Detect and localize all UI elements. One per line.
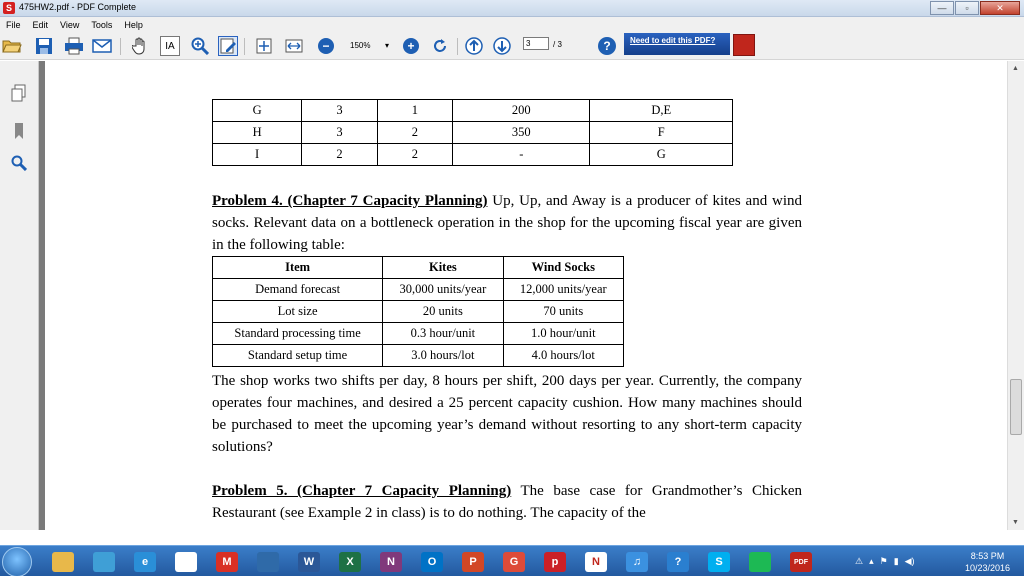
email-icon[interactable] [92, 36, 112, 56]
toolbar [0, 32, 1024, 60]
table-cell: G [213, 100, 302, 122]
file-explorer-icon[interactable] [52, 552, 74, 572]
zoom-in-button[interactable]: + [403, 38, 419, 54]
spotify-icon[interactable] [749, 552, 771, 572]
menu-file[interactable]: File [6, 19, 21, 30]
table-cell: D,E [590, 100, 733, 122]
table-row [213, 345, 624, 367]
fit-width-icon[interactable] [284, 36, 304, 56]
scroll-down-icon[interactable]: ▼ [1012, 519, 1019, 526]
tray-expand-icon[interactable]: ▴ [869, 556, 874, 566]
table-cell: Standard processing time [213, 323, 383, 345]
table-cell: G [590, 144, 733, 166]
menu-view[interactable]: View [60, 19, 80, 30]
table-cell: F [590, 122, 733, 144]
onenote-icon[interactable]: N [380, 552, 402, 572]
clock[interactable] [965, 550, 1010, 574]
n-app-icon[interactable]: N [585, 552, 607, 572]
menu-edit[interactable]: Edit [32, 19, 49, 30]
zoom-out-button[interactable]: − [318, 38, 334, 54]
chrome-icon[interactable]: G [503, 552, 525, 572]
save-icon[interactable] [34, 36, 54, 56]
page-total: / 3 [553, 40, 562, 49]
previous-page-icon[interactable] [464, 36, 484, 56]
gmail-icon[interactable]: M [216, 552, 238, 572]
problem-4-body: The shop works two shifts per day, 8 hours per shift, 200 days per year. Currently, the company operates four machines, and desired a 25 percent capacity cushion. How many machines should be purchased to meet the upcoming year’s demand without resorting to any short-term capacity solutions? [212, 373, 802, 455]
table-header: Wind Socks [503, 257, 623, 279]
table-row [213, 323, 624, 345]
table-row [213, 301, 624, 323]
minimize-button[interactable]: — [930, 1, 954, 15]
pinterest-icon[interactable]: p [544, 552, 566, 572]
table-cell: Lot size [213, 301, 383, 323]
internet-explorer-icon[interactable]: e [134, 552, 156, 572]
table-cell: I [213, 144, 302, 166]
zoom-dropdown-icon[interactable]: ▾ [385, 41, 390, 50]
fit-page-icon[interactable] [254, 36, 274, 56]
table-cell: - [453, 144, 590, 166]
powerpoint-icon[interactable]: P [462, 552, 484, 572]
table-row [213, 122, 733, 144]
clock-time: 8:53 PM [970, 551, 1005, 561]
precedence-table [212, 99, 733, 166]
print-icon[interactable] [64, 36, 84, 56]
table-cell: 20 units [383, 301, 503, 323]
scroll-thumb[interactable] [1010, 379, 1022, 435]
network-icon[interactable]: ▮ [893, 556, 899, 566]
table-cell: Standard setup time [213, 345, 383, 367]
problem-4-intro: Up, Up, and Away is a producer of kites and wind socks. Relevant data on a bottleneck operation in the shop for the upcoming fiscal year are given in the following table: [212, 193, 802, 253]
pdf-complete-logo-icon: S [3, 2, 15, 14]
app-grid-icon[interactable] [257, 552, 279, 572]
table-cell: 2 [302, 144, 377, 166]
rotate-icon[interactable] [430, 36, 450, 56]
pdf-complete-icon[interactable]: PDF [790, 552, 812, 572]
table-cell: 2 [377, 122, 452, 144]
control-panel-icon[interactable] [93, 552, 115, 572]
itunes-icon[interactable]: ♫ [626, 552, 648, 572]
problem-5-heading: Problem 5. (Chapter 7 Capacity Planning) [212, 483, 512, 499]
edit-text-tool-icon[interactable] [218, 36, 238, 56]
table-cell: 70 units [503, 301, 623, 323]
table-cell: 2 [377, 144, 452, 166]
taskbar [0, 545, 1024, 576]
table-row [213, 100, 733, 122]
table-cell: 3 [302, 100, 377, 122]
status-strip [0, 530, 1024, 545]
table-row [213, 144, 733, 166]
clock-date: 10/23/2016 [964, 563, 1010, 573]
menu-bar [0, 17, 1024, 32]
problem-5-paragraph [212, 480, 802, 524]
table-row [213, 279, 624, 301]
table-cell: 0.3 hour/unit [383, 323, 503, 345]
capacity-data-table [212, 256, 624, 367]
email-icon[interactable] [175, 552, 197, 572]
hand-tool-icon[interactable] [130, 36, 150, 56]
window-title: 475HW2.pdf - PDF Complete [19, 2, 137, 12]
close-button[interactable]: ✕ [980, 1, 1020, 15]
table-cell: 4.0 hours/lot [503, 345, 623, 367]
pages-panel-icon[interactable] [9, 83, 29, 103]
skype-icon[interactable]: S [708, 552, 730, 572]
next-page-icon[interactable] [492, 36, 512, 56]
volume-icon[interactable]: ◀) [904, 556, 915, 566]
zoom-level[interactable]: 150% [350, 41, 371, 50]
maximize-button[interactable]: ▫ [955, 1, 979, 15]
table-cell: 1.0 hour/unit [503, 323, 623, 345]
menu-help[interactable]: Help [124, 19, 143, 30]
word-icon[interactable]: W [298, 552, 320, 572]
document-view [45, 61, 1007, 530]
table-cell: 3 [302, 122, 377, 144]
text-select-icon[interactable]: IA [160, 36, 180, 56]
table-cell: Demand forecast [213, 279, 383, 301]
need-to-edit-link[interactable]: Need to edit this PDF? [624, 33, 730, 55]
table-cell: 350 [453, 122, 590, 144]
table-header: Item [213, 257, 383, 279]
system-tray [855, 556, 915, 567]
table-cell: 12,000 units/year [503, 279, 623, 301]
open-folder-icon[interactable] [2, 36, 22, 56]
problem-5-intro: The base case for Grandmother’s Chicken Restaurant (see Example 2 in class) is to do nothing. The capacity of the [212, 483, 802, 521]
table-cell: 3.0 hours/lot [383, 345, 503, 367]
help-button[interactable]: ? [598, 37, 616, 55]
flag-icon[interactable]: ⚑ [879, 556, 888, 566]
table-cell: 30,000 units/year [383, 279, 503, 301]
problem-4-paragraph [212, 190, 802, 256]
title-bar [0, 0, 1024, 17]
excel-icon[interactable]: X [339, 552, 361, 572]
help-icon[interactable]: ? [667, 552, 689, 572]
bookmark-panel-icon[interactable] [9, 121, 29, 141]
scroll-up-icon[interactable]: ▲ [1012, 65, 1019, 72]
menu-tools[interactable]: Tools [91, 19, 113, 30]
table-header: Kites [383, 257, 503, 279]
search-icon[interactable] [9, 153, 29, 173]
zoom-in-tool-icon[interactable] [190, 36, 210, 56]
start-button[interactable] [2, 547, 32, 576]
warning-icon[interactable]: ⚠ [855, 556, 864, 566]
table-cell: 200 [453, 100, 590, 122]
left-side-panel [0, 61, 39, 530]
page-number-input[interactable]: 3 [523, 37, 549, 50]
pdf-badge-icon[interactable] [733, 34, 755, 56]
vertical-scrollbar[interactable] [1007, 61, 1024, 530]
problem-4-heading: Problem 4. (Chapter 7 Capacity Planning) [212, 193, 488, 209]
table-cell: 1 [377, 100, 452, 122]
table-cell: H [213, 122, 302, 144]
outlook-icon[interactable]: O [421, 552, 443, 572]
